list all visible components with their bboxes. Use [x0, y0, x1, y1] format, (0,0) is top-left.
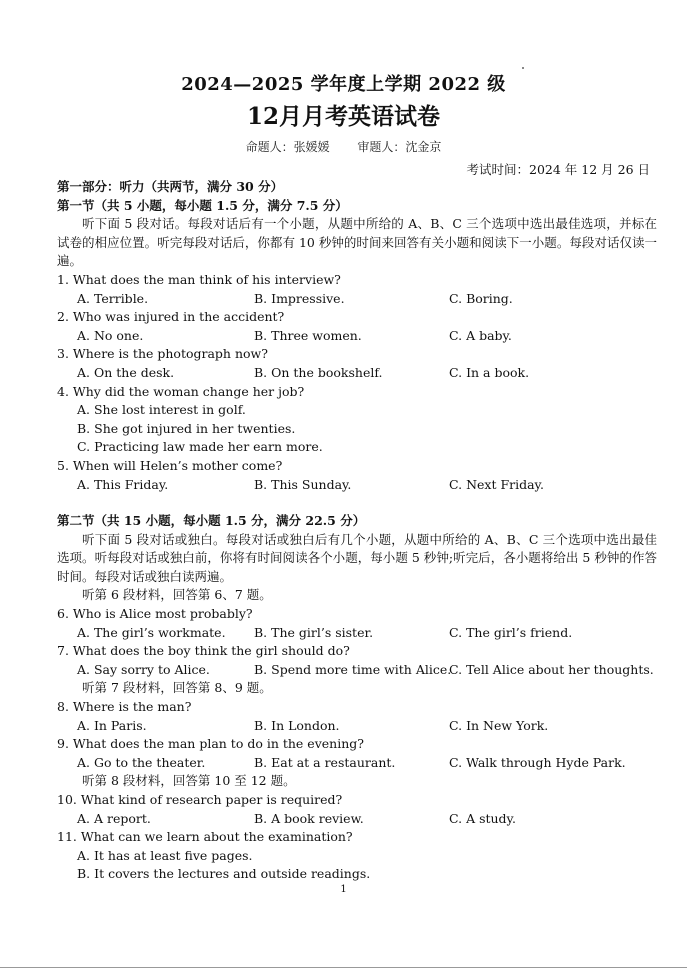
authors [0, 138, 687, 155]
question-8: 8. Where is the man? [57, 699, 192, 715]
option-c: C. Tell Alice about her thoughts. [449, 661, 654, 677]
option-c: C. A baby. [449, 327, 512, 343]
question-6: 6. Who is Alice most probably? [57, 606, 253, 622]
part1-heading: 第一部分：听力（共两节，满分 30 分） [57, 179, 284, 194]
question-9: 9. What does the man plan to do in the evening? [57, 736, 364, 752]
option-b: B. This Sunday. [254, 476, 352, 492]
option-c: C. Boring. [449, 290, 513, 306]
option-c: C. Next Friday. [449, 476, 544, 492]
options-2 [57, 327, 657, 346]
options-3 [57, 364, 657, 383]
section-gap [57, 494, 657, 512]
exam-time: 考试时间：2024 年 12 月 26 日 [466, 162, 650, 177]
option-b: B. On the bookshelf. [254, 364, 383, 380]
options-8 [57, 717, 657, 736]
option-b: B. It covers the lectures and outside readings. [77, 866, 371, 882]
option-b: B. Eat at a restaurant. [254, 754, 396, 770]
option-a: A. No one. [77, 327, 144, 343]
options-1 [57, 290, 657, 309]
section1-instructions: 听下面 5 段对话。每段对话后有一个小题，从题中所给的 A、B、C 三个选项中选出最佳选项，并标在试卷的相应位置。听完每段对话后，你都有 10 秒钟的时间来回答有关小题和阅读下一小题。每段对话仅读一遍。 [57, 216, 657, 269]
options-9 [57, 754, 657, 773]
option-b: B. Three women. [254, 327, 362, 343]
question-1: 1. What does the man think of his interview? [57, 271, 341, 287]
material-7: 听第 7 段材料，回答第 8、9 题。 [82, 680, 272, 696]
question-2: 2. Who was injured in the accident? [57, 309, 285, 325]
setter: 命题人：张媛媛 [245, 140, 330, 154]
option-c: C. In a book. [449, 364, 530, 380]
section2-heading: 第二节（共 15 小题，每小题 1.5 分，满分 22.5 分） [57, 513, 366, 529]
option-a: A. This Friday. [77, 476, 169, 492]
option-a: A. On the desk. [77, 364, 175, 380]
option-c: C. Practicing law made her earn more. [77, 439, 323, 455]
question-7: 7. What does the boy think the girl should do? [57, 643, 350, 659]
option-c: C. The girl’s friend. [449, 624, 573, 640]
page-bottom-rule [0, 967, 687, 968]
section1-heading: 第一节（共 5 小题，每小题 1.5 分，满分 7.5 分） [57, 197, 348, 213]
title-line1: 2024—2025 学年度上学期 2022 级 [181, 74, 506, 95]
option-b: B. Spend more time with Alice. [254, 661, 452, 677]
option-a: A. She lost interest in golf. [77, 402, 246, 418]
option-a: A. In Paris. [77, 717, 147, 733]
options-6 [57, 624, 657, 643]
option-a: A. Say sorry to Alice. [77, 661, 210, 677]
option-a: A. The girl’s workmate. [77, 624, 226, 640]
question-10: 10. What kind of research paper is required? [57, 792, 343, 807]
option-c: C. Walk through Hyde Park. [449, 754, 626, 770]
question-5: 5. When will Helen’s mother come? [57, 457, 283, 473]
material-6: 听第 6 段材料，回答第 6、7 题。 [82, 587, 272, 603]
exam-content [57, 178, 657, 884]
question-4: 4. Why did the woman change her job? [57, 383, 305, 399]
option-b: B. She got injured in her twenties. [77, 420, 296, 436]
option-b: B. In London. [254, 717, 340, 733]
option-a: A. Go to the theater. [77, 754, 206, 770]
option-b: B. Impressive. [254, 290, 345, 306]
page-number: 1 [340, 884, 347, 895]
section2-instructions: 听下面 5 段对话或独白。每段对话或独白后有几个小题，从题中所给的 A、B、C 三个选项中选出最佳选项。听每段对话或独白前，你将有时间阅读各个小题，每小题 5 秒钟;听完后，各小题将给出 5 秒钟的作答时间。每段对话或独白读两遍。 [57, 531, 657, 584]
option-a: A. A report. [77, 810, 151, 826]
option-b: B. The girl’s sister. [254, 624, 374, 640]
material-8: 听第 8 段材料，回答第 10 至 12 题。 [82, 773, 296, 789]
question-11: 11. What can we learn about the examination? [57, 829, 353, 845]
option-a: A. Terrible. [77, 290, 149, 306]
option-b: B. A book review. [254, 810, 364, 826]
options-10 [57, 810, 657, 829]
question-3: 3. Where is the photograph now? [57, 346, 268, 362]
option-c: C. In New York. [449, 717, 549, 733]
options-5 [57, 476, 657, 495]
scan-mark [522, 67, 524, 69]
title-line2: 12月月考英语试卷 [246, 103, 440, 130]
options-7 [57, 661, 657, 680]
option-c: C. A study. [449, 810, 516, 826]
reviewer: 审题人：沈金京 [357, 140, 442, 154]
option-a: A. It has at least five pages. [77, 847, 253, 863]
